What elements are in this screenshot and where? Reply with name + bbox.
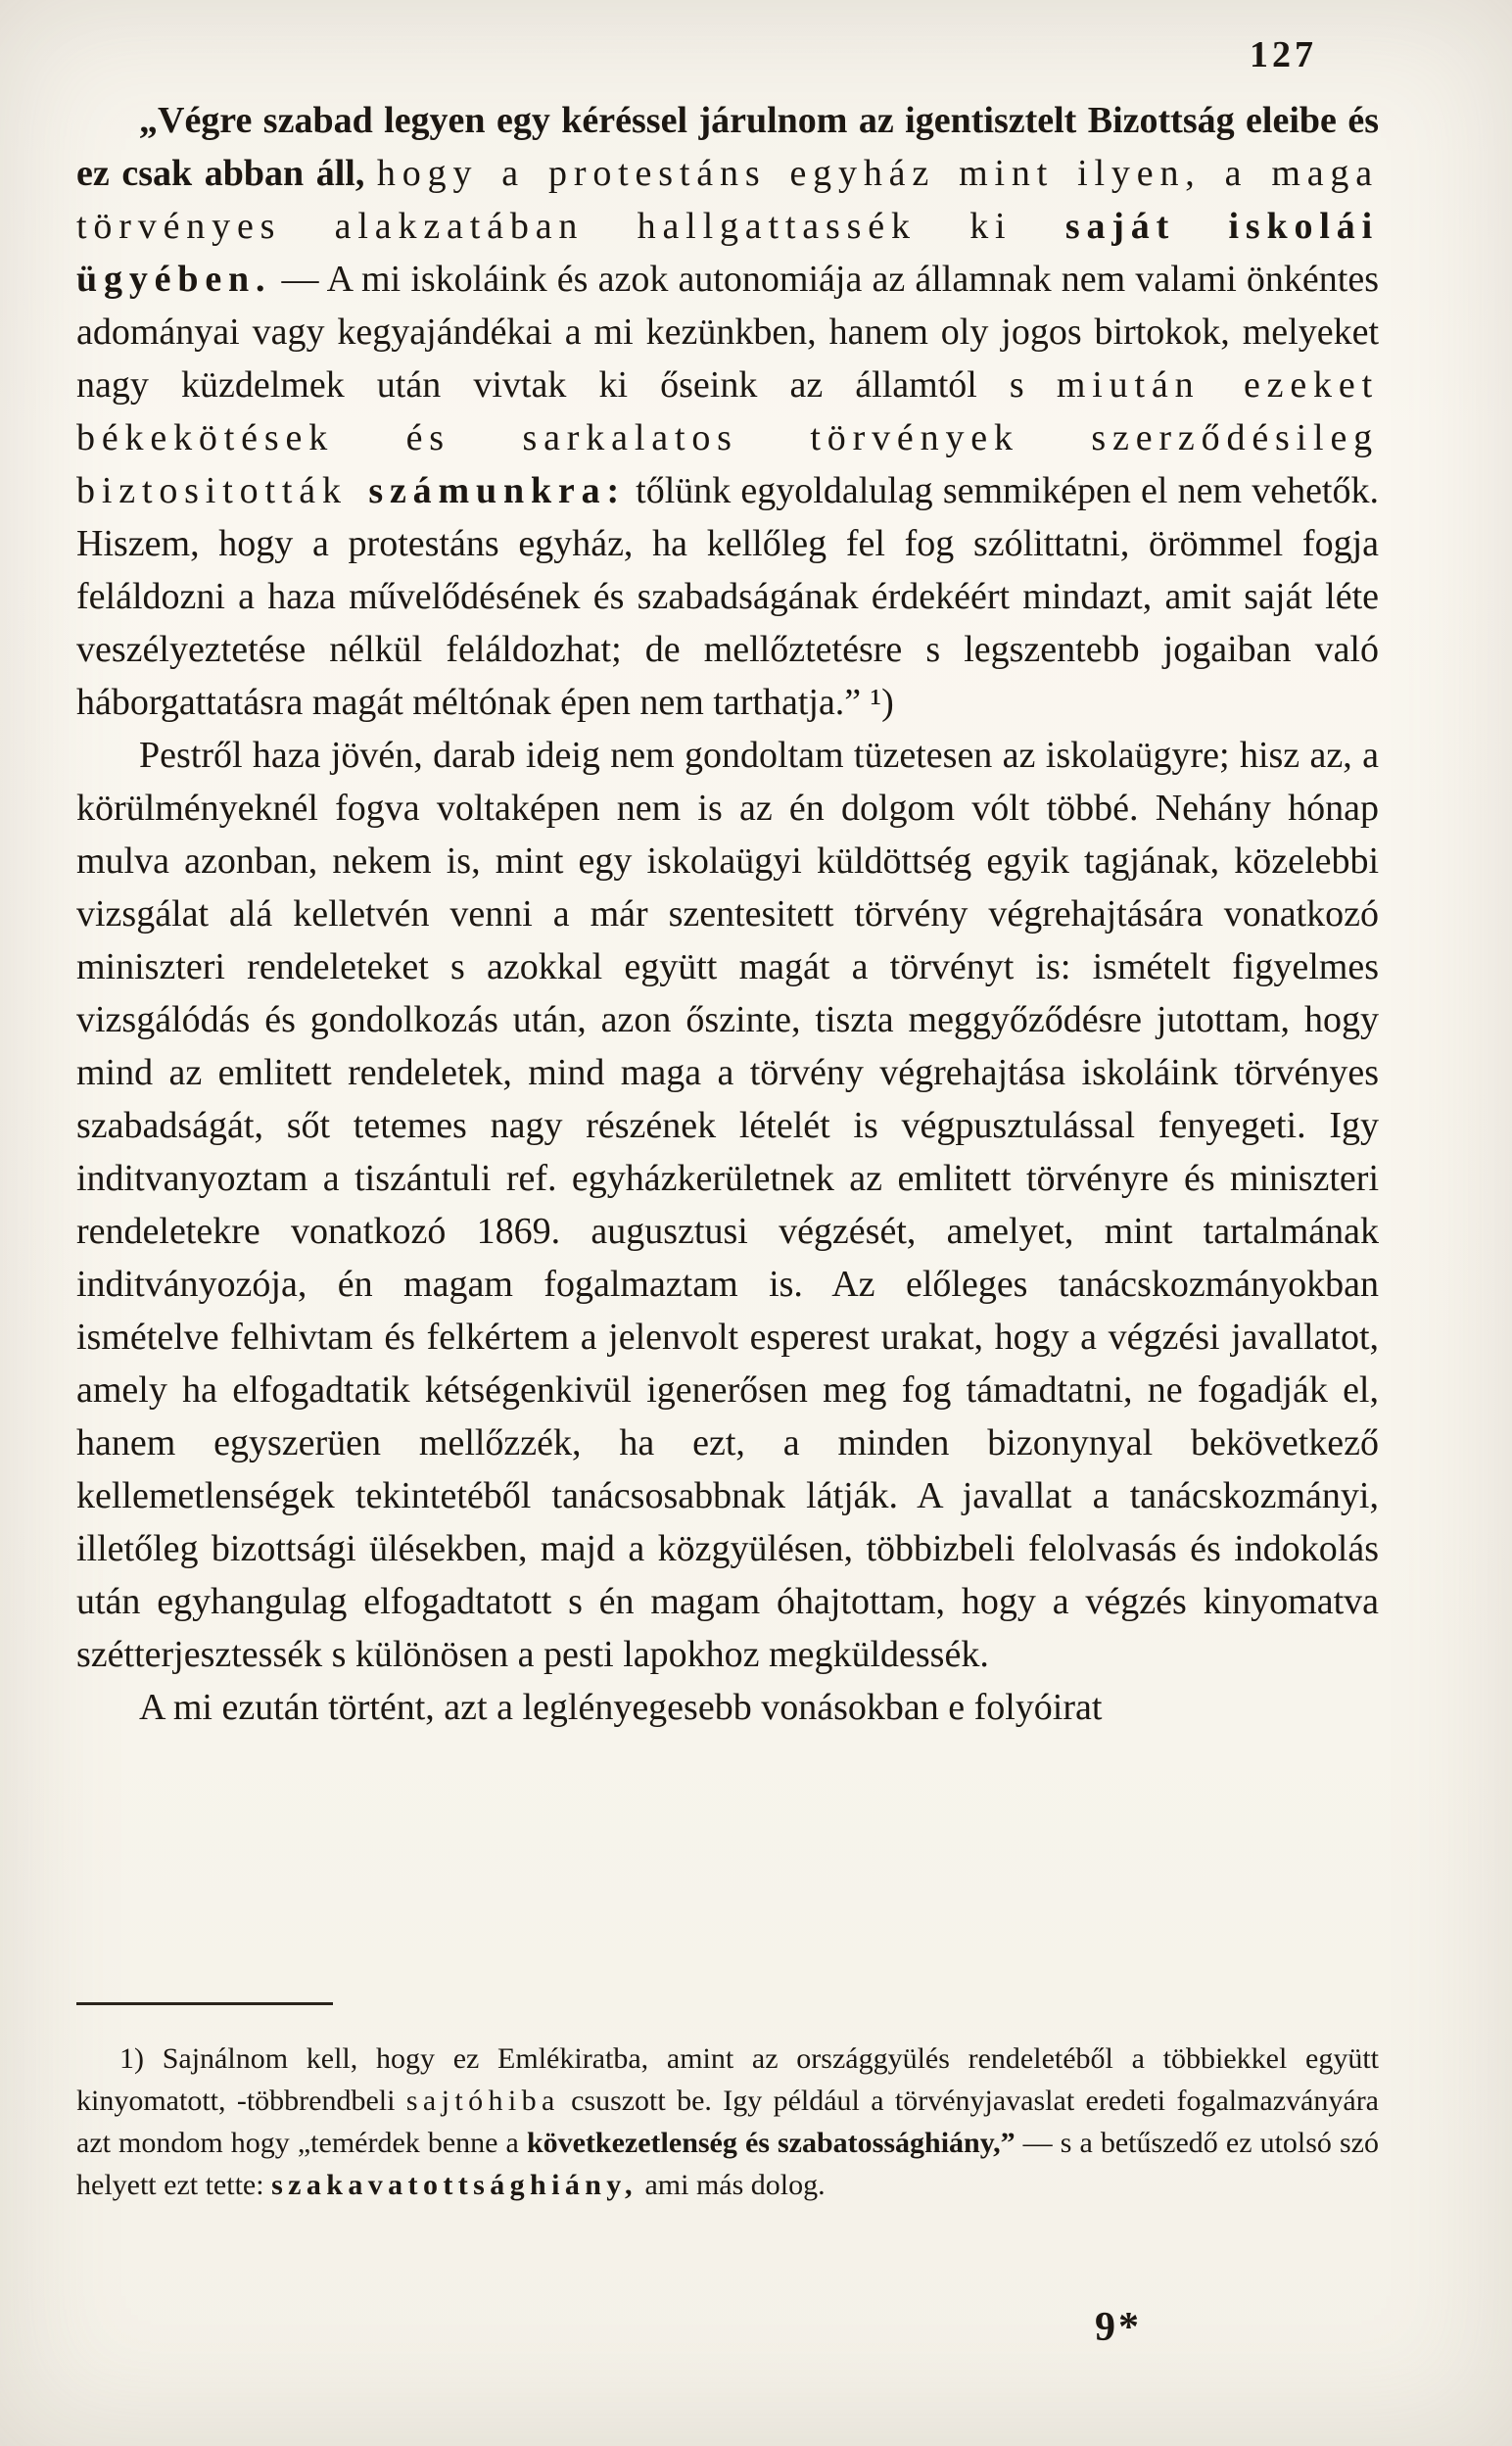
paragraph-closing <box>76 1681 1379 1734</box>
text-segment: — A mi iskoláink és azok autonomiája az államnak nem valami önkéntes adományai vagy kegyajándékai a mi kezünkben, hanem oly jogos birtokok, melyeket nagy küzdelmek után vivtak ki őseink az államtól s <box>76 259 1379 406</box>
text-segment: sajtóhiba <box>405 2085 560 2117</box>
page-content <box>76 94 1379 1734</box>
text-segment: — s a betűszedő ez utolsó szó helyett ezt tette: <box>76 2127 1379 2201</box>
text-segment: 1) Sajnálnom kell, hogy ez Emlékiratba, amint az országgyülés rendeletéből a többiekkel együtt kinyomatott, -többrendbeli <box>76 2042 1379 2117</box>
text-segment: „Végre szabad legyen egy kéréssel járulnom az igentisztelt Bizottság eleibe és ez csak abban áll, <box>76 100 1379 194</box>
text-segment: miután ezeket békekötések és sarkalatos törvények szerződésileg biztositották <box>76 364 1380 511</box>
footnote-divider <box>76 2002 333 2005</box>
text-segment: számunkra: <box>368 470 626 511</box>
paragraph-memorandum-quote <box>76 94 1379 729</box>
text-segment: saját iskolái ügyében. <box>76 206 1380 300</box>
page-number: 127 <box>1250 34 1317 75</box>
text-segment: ami más dolog. <box>637 2169 826 2201</box>
signature-mark: 9* <box>1095 2305 1142 2350</box>
text-segment: tőlünk egyoldalulag semmiképen el nem vehetők. Hiszem, hogy a protestáns egyház, ha kellőleg fel fog szólittatni, örömmel fogja feláldozni a haza művelődésének és szabadságának érdekéért mindazt, amit saját léte veszélyeztetése nélkül feláldozhat; de mellőztetésre s legszentebb jogaiban való háborgattatásra magát méltónak épen nem tarthatja.” ¹) <box>76 470 1379 723</box>
text-segment: Pestről haza jövén, darab ideig nem gondoltam tüzetesen az iskolaügyre; hisz az, a körülményeknél fogva voltaképen nem is az én dolgom vólt többé. Nehány hónap mulva azonban, nekem is, mint egy iskolaügyi küldöttség egyik tagjának, közelebbi vizsgálat alá kelletvén venni a már szentesitett törvény végrehajtására vonatkozó miniszteri rendeleteket s azokkal együtt magát a törvényt is: ismételt figyelmes vizsgálódás és gondolkozás után, azon őszinte, tiszta meggyőződésre jutottam, hogy mind az emlitett rendeletek, mind maga a törvény végrehajtása iskoláink törvényes szabadságát, sőt tetemes nagy részének lételét is végpusztulással fenyegeti. Igy inditvanyoztam a tiszántuli ref. egyházkerületnek az emlitett törvényre és miniszteri rendeletekre vonatkozó 1869. augusztusi végzését, amelyet, mint tartalmának inditványozója, én magam fogalmaztam is. Az előleges tanácskozmányokban ismételve felhivtam és felkértem a jelenvolt esperest urakat, hogy a végzési javallatot, amely ha elfogadtatik kétségenkivül igenerősen meg fog támadtatni, ne fogadják el, hanem egyszerüen mellőzzék, ha ezt, a minden bizonynyal bekövetkező kellemetlenségek tekintetéből tanácsosabbnak látják. A javallat a tanácskozmányi, illetőleg bizottsági ülésekben, majd a közgyülésen, többizbeli felolvasás és indokolás után egyhangulag elfogadtatott s én magam óhajtottam, hogy a végzés kinyomatva szétterjesztessék s különösen a pesti lapokhoz megküldessék. <box>76 735 1379 1675</box>
text-segment: csuszott be. Igy például a törvényjavaslat eredeti fogalmazványára azt mondom hogy „temérdek benne a <box>76 2085 1379 2159</box>
footnote <box>76 2038 1379 2206</box>
text-segment: szakavatottsághiány, <box>271 2169 638 2201</box>
text-segment: hogy a protestáns egyház mint ilyen, a maga törvényes alakzatában hallgattassék ki <box>76 153 1379 247</box>
text-segment: következetlenség és szabatossághiány,” <box>526 2127 1016 2159</box>
paragraph-narrative <box>76 729 1379 1681</box>
text-segment: A mi ezután történt, azt a leglényegesebb vonásokban e folyóirat <box>139 1687 1103 1728</box>
